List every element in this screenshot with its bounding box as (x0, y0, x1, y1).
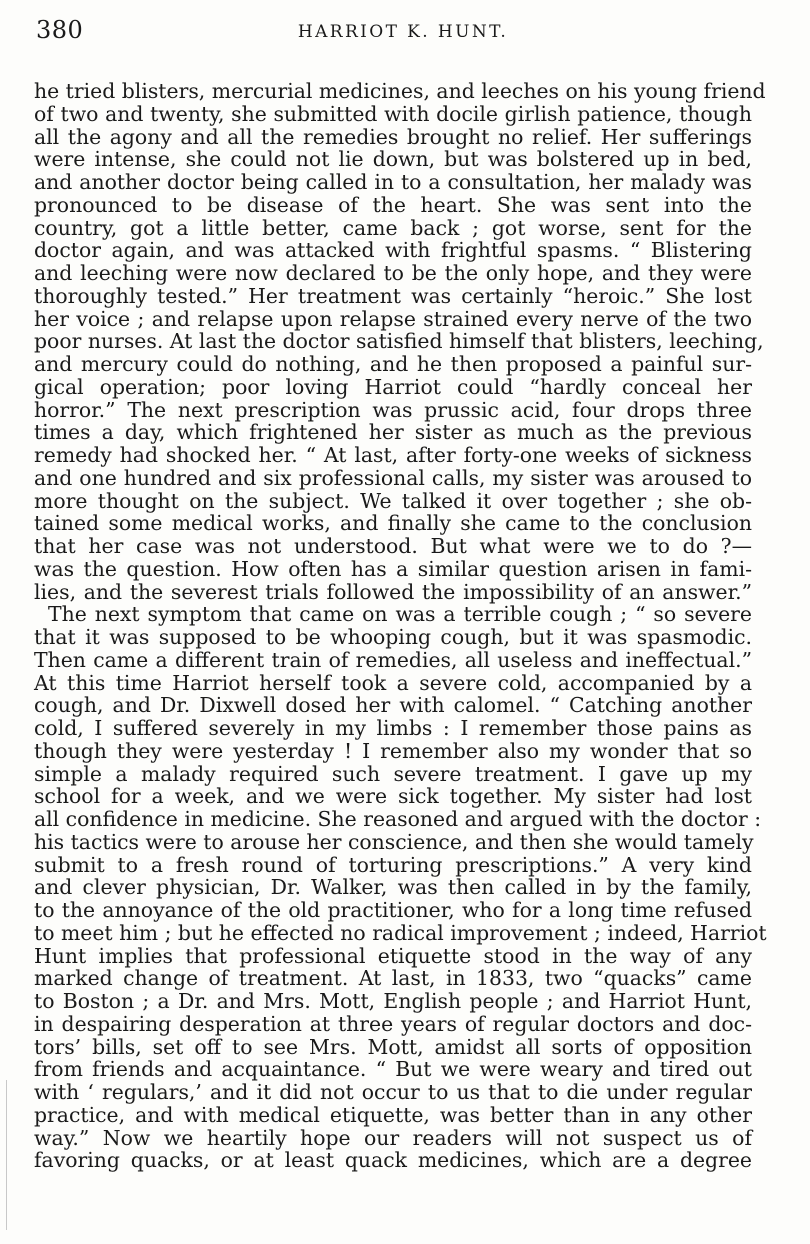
text-line: thoroughly tested.” Her treatment was certainly “heroic.” She lost (34, 283, 752, 308)
text-line: was the question. How often has a similar question arisen in fami- (34, 556, 752, 581)
text-line: tained some medical works, and finally she came to the conclusion (34, 511, 752, 536)
text-line: to Boston ; a Dr. and Mrs. Mott, English people ; and Harriot Hunt, (34, 989, 752, 1013)
text-line: of two and twenty, she submitted with docile girlish patience, though (34, 101, 752, 126)
margin-rule (6, 1080, 7, 1230)
text-line: were intense, she could not lie down, but was bolstered up in bed, (34, 147, 752, 172)
text-line: and one hundred and six professional calls, my sister was aroused to (34, 465, 752, 490)
text-line: lies, and the severest trials followed the impossibility of an answer.” (34, 579, 752, 604)
text-line: school for a week, and we were sick together. My sister had lost (34, 784, 752, 809)
text-line: and mercury could do nothing, and he then proposed a painful sur- (34, 352, 752, 376)
text-line: he tried blisters, mercurial medicines, and leeches on his young friend (34, 79, 766, 103)
text-line: cold, I suffered severely in my limbs : I remember those pains as (34, 716, 752, 740)
text-line: tors’ bills, set off to see Mrs. Mott, amidst all sorts of opposition (34, 1034, 752, 1059)
text-line: Then came a different train of remedies, all useless and ineffectual.” (34, 647, 752, 672)
text-line: country, got a little better, came back ; got worse, sent for the (34, 215, 752, 240)
text-line: her voice ; and relapse upon relapse strained every nerve of the two (34, 306, 752, 331)
page-header (36, 10, 770, 50)
text-line: way.” Now we heartily hope our readers will not suspect us of (34, 1125, 752, 1150)
text-line: that it was supposed to be whooping cough, but it was spasmodic. (34, 625, 752, 649)
text-line: practice, and with medical etiquette, was better than in any other (34, 1102, 752, 1127)
text-line: though they were yesterday ! I remember also my wonder that so (34, 738, 752, 763)
page-number: 380 (36, 16, 84, 44)
text-line: gical operation; poor loving Harriot could “hardly conceal her (34, 374, 752, 399)
text-line: favoring quacks, or at least quack medicines, which are a degree (34, 1148, 752, 1173)
text-line: all the agony and all the remedies brought no relief. Her sufferings (34, 124, 752, 149)
text-line: to meet him ; but he effected no radical improvement ; indeed, Harriot (34, 920, 767, 945)
text-line: doctor again, and was attacked with frightful spasms. “ Blistering (34, 238, 752, 263)
text-line: in despairing desperation at three years of regular doctors and doc- (34, 1011, 752, 1036)
text-line: marked change of treatment. At last, in 1833, two “quacks” came (34, 966, 752, 991)
body-text (34, 79, 767, 1173)
paragraph-first-line: The next symptom that came on was a terrible cough ; “ so severe (48, 602, 752, 627)
running-head: HARRIOT K. HUNT. (297, 22, 509, 42)
text-line: Hunt implies that professional etiquette stood in the way of any (34, 943, 752, 968)
text-line: remedy had shocked her. “ At last, after forty-one weeks of sickness (34, 443, 752, 467)
text-line: that her case was not understood. But what were we to do ?— (34, 534, 752, 558)
text-line: his tactics were to arouse her conscience, and then she would tamely (34, 829, 754, 854)
text-line: and leeching were now declared to be the only hope, and they were (34, 261, 752, 285)
text-line: At this time Harriot herself took a severe cold, accompanied by a (34, 670, 752, 695)
text-line: times a day, which frightened her sister as much as the previous (34, 420, 752, 445)
text-line: pronounced to be disease of the heart. She was sent into the (34, 192, 752, 217)
text-line: more thought on the subject. We talked it over together ; she ob- (34, 488, 752, 513)
text-line: horror.” The next prescription was prussic acid, four drops three (34, 397, 752, 422)
text-line: and another doctor being called in to a consultation, her malady was (34, 170, 752, 194)
text-line: from friends and acquaintance. “ But we were weary and tired out (34, 1057, 752, 1082)
text-line: cough, and Dr. Dixwell dosed her with calomel. “ Catching another (34, 693, 752, 718)
text-line: with ‘ regulars,’ and it did not occur to us that to die under regular (34, 1080, 752, 1104)
text-line: submit to a fresh round of torturing prescriptions.” A very kind (34, 852, 752, 877)
text-line: poor nurses. At last the doctor satisfied himself that blisters, leeching, (34, 329, 764, 354)
text-line: simple a malady required such severe treatment. I gave up my (34, 761, 752, 786)
text-line: and clever physician, Dr. Walker, was then called in by the family, (34, 875, 752, 900)
text-line: to the annoyance of the old practitioner, who for a long time refused (34, 898, 752, 922)
text-line: all confidence in medicine. She reasoned and argued with the doctor : (34, 807, 762, 831)
